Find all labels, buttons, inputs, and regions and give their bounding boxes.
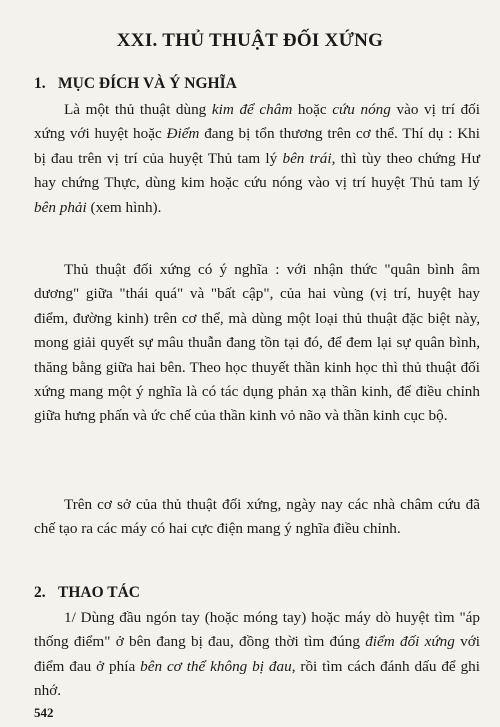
section-title: THAO TÁC [58, 584, 140, 601]
section-heading-2 [34, 584, 140, 602]
text-run: Là một thủ thuật dùng [64, 101, 212, 118]
italic-run: bên trái [282, 149, 332, 167]
paragraph-4 [34, 606, 480, 704]
text-run: , rồi tìm cách đánh dấu để ghi nhớ. [34, 657, 480, 700]
text-run: , thì tùy theo chứng Hư hay chứng Thực, dùng kim hoặc cứu nóng vào vị trí huyệt Thủ tam lý [34, 149, 480, 192]
section-number: 1. [34, 75, 46, 92]
text-run: đang bị tổn thương trên cơ thể. Thí dụ : Khi bị đau trên vị trí của huyệt Thủ tam lý [34, 125, 480, 167]
text-run: 1/ Dùng đầu ngón tay (hoặc móng tay) hoặc máy dò huyệt tìm "áp thống điểm" ở bên đang bị đau, đồng thời tìm đúng [34, 609, 480, 651]
text-run: với điểm đau ở phía [34, 633, 480, 675]
text-run: hoặc [292, 101, 333, 118]
text-run: (xem hình). [86, 198, 162, 216]
page-number: 542 [34, 705, 54, 720]
italic-run: kim để châm [211, 101, 293, 118]
italic-run: cứu nóng [332, 101, 391, 118]
paragraph-3: Trên cơ sở của thủ thuật đối xứng, ngày nay các nhà châm cứu đã chế tạo ra các máy có hai cực điện mang ý nghĩa điều chỉnh. [34, 496, 480, 538]
italic-run: Điểm [166, 125, 200, 143]
italic-run: điểm đối xứng [365, 633, 455, 651]
chapter-title: XXI. THỦ THUẬT ĐỐI XỨNG [116, 30, 384, 51]
text-run: vào vị trí đối xứng với huyệt hoặc [34, 101, 480, 143]
section-number: 2. [34, 584, 46, 601]
paragraph-1 [34, 98, 480, 220]
paragraph-2: Thủ thuật đối xứng có ý nghĩa : với nhận thức "quân bình âm dương" giữa "thái quá" và "bất cập", của hai vùng (vị trí, huyệt hay điểm, đường kinh) trên cơ thể, mà dùng một loại thủ thuật đặc biệt này, mong giải quyết sự mâu thuẫn đang tồn tại đó, để đem lại sự quân bình, thăng bằng giữa hai bên. Theo học thuyết thần kinh học thì thủ thuật đối xứng mang một ý nghĩa là có tác dụng phản xạ thần kinh, để điều chỉnh giữa hưng phấn và ức chế của thần kinh vỏ não và thần kinh cục bộ. [34, 261, 480, 425]
italic-run: bên phải [34, 198, 87, 216]
section-title: MỤC ĐÍCH VÀ Ý NGHĨA [58, 75, 237, 92]
italic-run: bên cơ thể không bị đau [140, 657, 292, 675]
section-heading-1 [34, 75, 237, 93]
